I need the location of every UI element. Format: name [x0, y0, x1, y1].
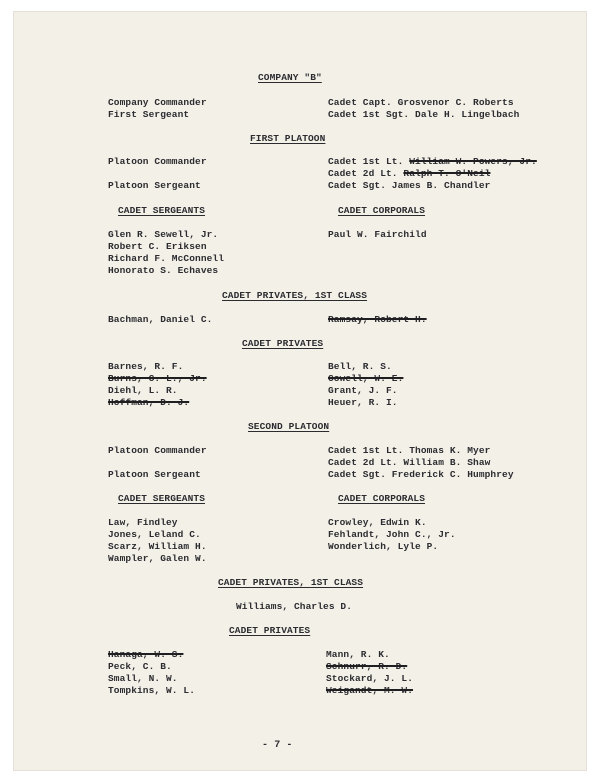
sp-corporals-title: CADET CORPORALS [338, 493, 426, 504]
sp-sergeants-title: CADET SERGEANTS [118, 493, 206, 504]
fp-private-left-3: Diehl, L. R. [108, 385, 178, 396]
sp-private-left-4: Tompkins, W. L. [108, 685, 196, 696]
first-sergeant-name: Cadet 1st Sgt. Dale H. Lingelbach [328, 109, 520, 120]
fp-private-right-3: Grant, J. F. [328, 385, 398, 396]
fp-commander-name-1: Cadet 1st Lt. William W. Powers, Jr. [328, 156, 537, 167]
fp-commander-name-2-struck: Ralph T. O'Neil [403, 168, 491, 179]
sp-sergeant-label: Platoon Sergeant [108, 469, 201, 480]
sp-private-left-3: Small, N. W. [108, 673, 178, 684]
fp-commander-label: Platoon Commander [108, 156, 207, 167]
sp-commander-name-2: Cadet 2d Lt. William B. Shaw [328, 457, 491, 468]
fp-corporals-title: CADET CORPORALS [338, 205, 426, 216]
fp-commander-name-struck: William W. Powers, Jr. [409, 156, 537, 167]
sp-private-right-3: Stockard, J. L. [326, 673, 414, 684]
second-platoon-title: SECOND PLATOON [248, 421, 330, 432]
sp-corporal-3: Wonderlich, Lyle P. [328, 541, 439, 552]
sp-privates-title: CADET PRIVATES [229, 625, 311, 636]
fp-private-left-2-struck: Burns, C. L., Jr. [108, 373, 207, 384]
fp-sergeants-title: CADET SERGEANTS [118, 205, 206, 216]
fp-private-right-2-struck: Cowell, W. E. [328, 373, 404, 384]
sp-private-left-2: Peck, C. B. [108, 661, 172, 672]
fp-sergeant-name: Cadet Sgt. James B. Chandler [328, 180, 491, 191]
sp-pfc-title: CADET PRIVATES, 1ST CLASS [218, 577, 364, 588]
sp-sergeant-2: Jones, Leland C. [108, 529, 201, 540]
fp-private-right-1: Bell, R. S. [328, 361, 392, 372]
sp-commander-label: Platoon Commander [108, 445, 207, 456]
sp-commander-name-1: Cadet 1st Lt. Thomas K. Myer [328, 445, 491, 456]
company-commander-name: Cadet Capt. Grosvenor C. Roberts [328, 97, 514, 108]
fp-sergeant-label: Platoon Sergeant [108, 180, 201, 191]
fp-private-left-1: Barnes, R. F. [108, 361, 184, 372]
fp-sergeant-2: Robert C. Eriksen [108, 241, 207, 252]
sp-sergeant-1: Law, Findley [108, 517, 178, 528]
fp-corporal-1: Paul W. Fairchild [328, 229, 427, 240]
sp-corporal-1: Crowley, Edwin K. [328, 517, 427, 528]
fp-sergeant-1: Glen R. Sewell, Jr. [108, 229, 219, 240]
fp-pfc-right-struck: Ramsay, Robert H. [328, 314, 427, 325]
company-commander-label: Company Commander [108, 97, 207, 108]
fp-private-right-4: Heuer, R. I. [328, 397, 398, 408]
fp-sergeant-4: Honorato S. Echaves [108, 265, 219, 276]
fp-pfc-left: Bachman, Daniel C. [108, 314, 213, 325]
sp-pfc-center: Williams, Charles D. [236, 601, 353, 612]
sp-corporal-2: Fehlandt, John C., Jr. [328, 529, 456, 540]
first-platoon-title: FIRST PLATOON [250, 133, 326, 144]
fp-privates-title: CADET PRIVATES [242, 338, 324, 349]
sp-private-right-2-struck: Schnurr, R. D. [326, 661, 408, 672]
fp-private-left-4-struck: Hoffman, D. J. [108, 397, 190, 408]
sp-private-right-1: Mann, R. K. [326, 649, 390, 660]
sp-private-left-1-struck: Hanaga, W. S. [108, 649, 184, 660]
sp-sergeant-3: Scarz, William H. [108, 541, 207, 552]
first-sergeant-label: First Sergeant [108, 109, 190, 120]
sp-sergeant-name: Cadet Sgt. Frederick C. Humphrey [328, 469, 514, 480]
fp-pfc-title: CADET PRIVATES, 1ST CLASS [222, 290, 368, 301]
sp-sergeant-4: Wampler, Galen W. [108, 553, 207, 564]
company-title: COMPANY "B" [258, 72, 322, 83]
fp-commander-name-2: Cadet 2d Lt. Ralph T. O'Neil [328, 168, 491, 179]
sp-private-right-4-struck: Weigandt, M. W. [326, 685, 414, 696]
page-number: - 7 - [262, 740, 293, 751]
fp-sergeant-3: Richard F. McConnell [108, 253, 225, 264]
